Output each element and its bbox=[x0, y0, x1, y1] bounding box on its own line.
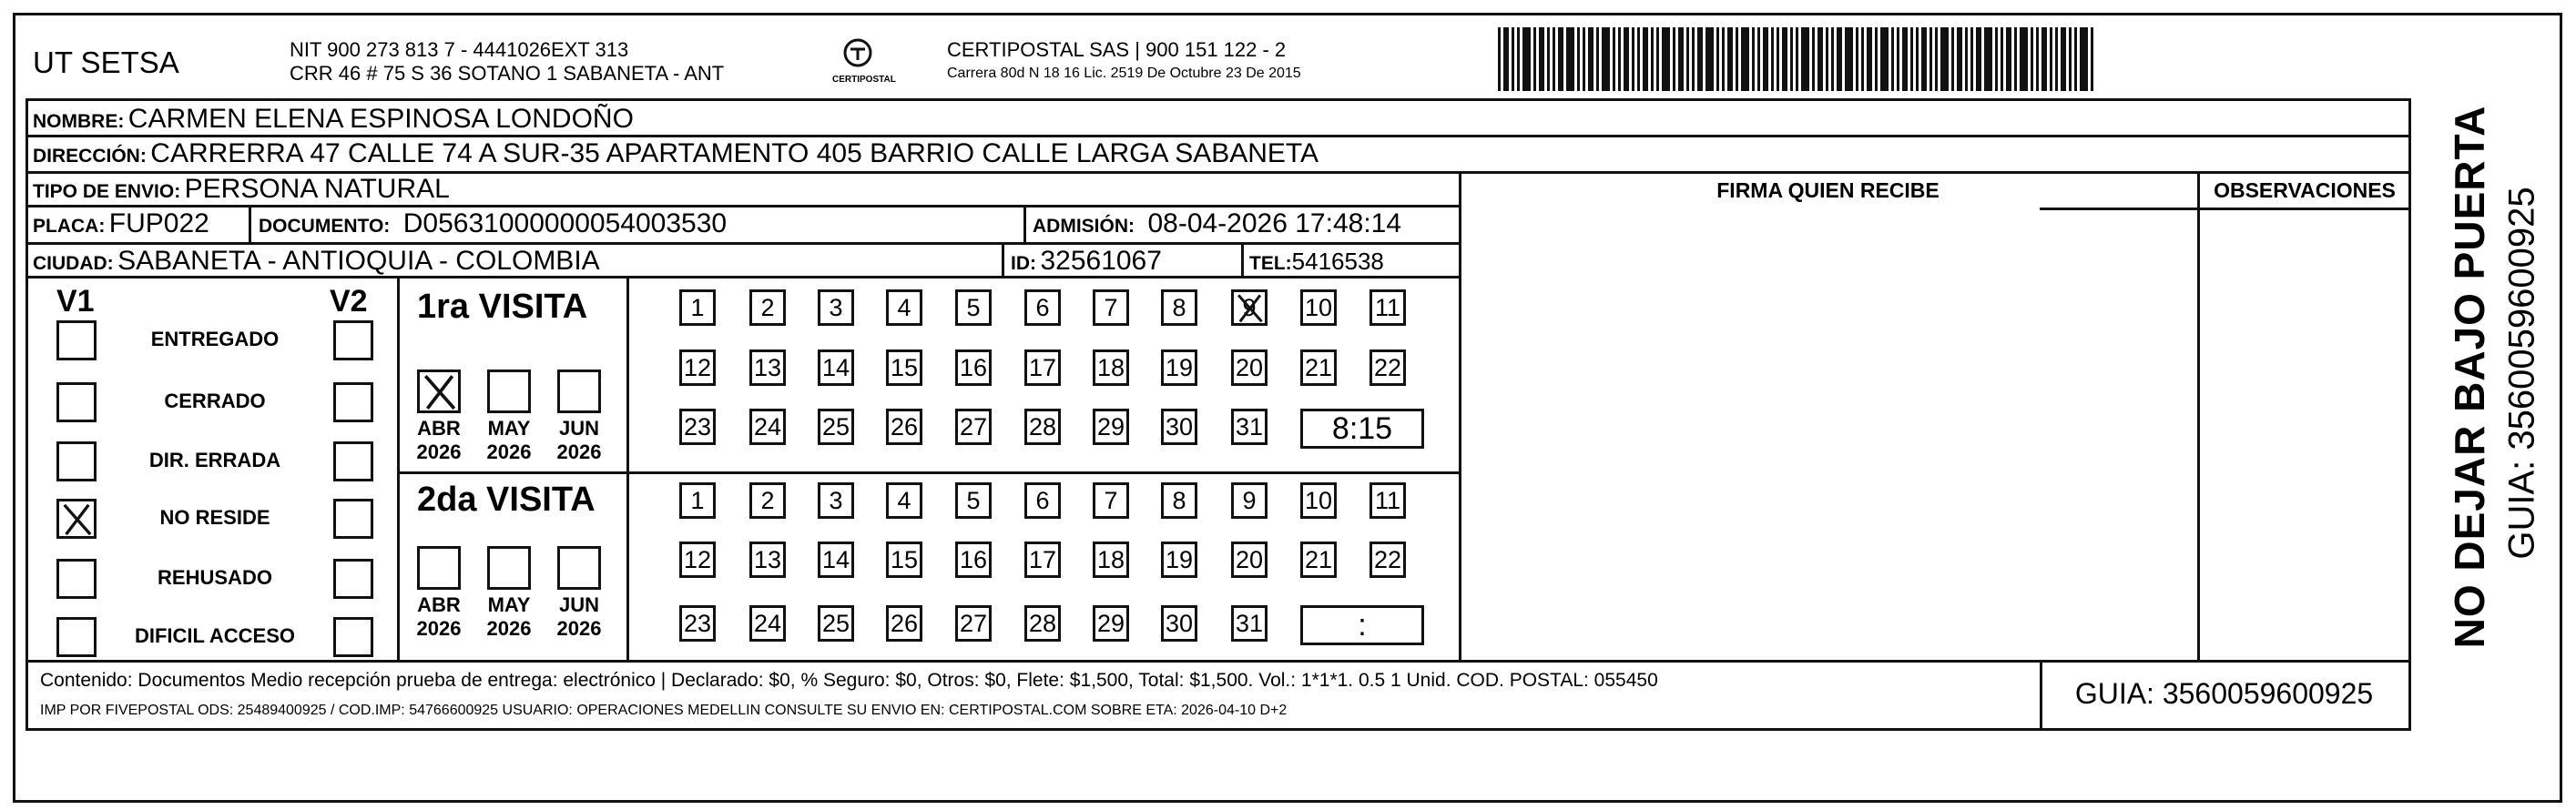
day-box[interactable]: 1 bbox=[679, 482, 716, 519]
tel-value: 5416538 bbox=[1291, 248, 1384, 275]
observaciones-header: OBSERVACIONES bbox=[2214, 178, 2396, 202]
barcode-bar bbox=[1965, 27, 1968, 91]
day-box[interactable]: 22 bbox=[1369, 542, 1406, 578]
v2-checkbox[interactable] bbox=[333, 441, 373, 481]
day-box[interactable]: 4 bbox=[886, 289, 922, 326]
barcode-bar bbox=[1517, 27, 1520, 91]
direccion-value: CARRERRA 47 CALLE 74 A SUR-35 APARTAMENTO 405 BARRIO CALLE LARGA SABANETA bbox=[150, 138, 1319, 168]
day-box[interactable]: 26 bbox=[886, 409, 922, 445]
day-box[interactable]: 13 bbox=[749, 542, 786, 578]
barcode-bar bbox=[1662, 27, 1670, 91]
barcode-bar bbox=[1910, 27, 1913, 91]
barcode-bar bbox=[2091, 27, 2093, 91]
rule bbox=[25, 98, 28, 731]
barcode-bar bbox=[1741, 27, 1749, 91]
time-box[interactable]: 8:15 bbox=[1300, 409, 1424, 449]
day-box[interactable]: 31 bbox=[1231, 409, 1268, 445]
day-box[interactable]: 6 bbox=[1024, 289, 1061, 326]
barcode-bar bbox=[1916, 27, 1919, 91]
v1-checkbox[interactable] bbox=[56, 617, 97, 657]
rule bbox=[25, 98, 2411, 101]
ciudad-value: SABANETA - ANTIOQUIA - COLOMBIA bbox=[117, 246, 600, 276]
day-box[interactable]: 20 bbox=[1231, 349, 1268, 386]
v1-checkbox[interactable] bbox=[56, 382, 97, 422]
day-box[interactable]: 18 bbox=[1093, 542, 1129, 578]
company-name: UT SETSA bbox=[33, 46, 179, 79]
day-box[interactable]: 23 bbox=[679, 409, 716, 445]
placa-label: PLACA: bbox=[33, 216, 106, 237]
barcode-bar bbox=[1651, 27, 1654, 91]
month-label: MAY bbox=[487, 593, 531, 616]
barcode-bar bbox=[1583, 27, 1585, 91]
barcode-bar bbox=[2006, 27, 2011, 91]
barcode-bar bbox=[1763, 27, 1768, 91]
day-box[interactable]: 20 bbox=[1231, 542, 1268, 578]
day-box[interactable]: 12 bbox=[679, 542, 716, 578]
status-label: REHUSADO bbox=[158, 566, 272, 589]
day-box[interactable]: 8 bbox=[1161, 289, 1197, 326]
ciudad-cell bbox=[33, 246, 600, 277]
day-box[interactable]: 17 bbox=[1024, 542, 1061, 578]
barcode-bar bbox=[1678, 27, 1684, 91]
side-guia: GUIA: 3560059600925 bbox=[2501, 187, 2542, 560]
barcode-bar bbox=[2031, 27, 2033, 91]
barcode-bar bbox=[1498, 27, 1501, 91]
day-box[interactable]: 10 bbox=[1300, 482, 1337, 519]
barcode-bar bbox=[1801, 27, 1809, 91]
ciudad-label: CIUDAD: bbox=[33, 253, 114, 274]
v2-checkbox[interactable] bbox=[333, 617, 373, 657]
tel-cell bbox=[1249, 248, 1384, 276]
month-label: ABR bbox=[417, 593, 461, 616]
footer-print-info: IMP POR FIVEPOSTAL ODS: 25489400925 / COD.IMP: 54766600925 USUARIO: OPERACIONES MEDELLIN CONSULTE SU ENVIO EN: CERTIPOSTAL.COM SOBRE ETA: 2026-04-10 D+2 bbox=[40, 703, 1288, 718]
status-label: DIFICIL ACCESO bbox=[134, 624, 295, 647]
barcode-bar bbox=[2020, 27, 2028, 91]
barcode-bar bbox=[1831, 27, 1834, 91]
barcode-bar bbox=[1632, 27, 1634, 91]
side-warning: NO DEJAR BAJO PUERTA bbox=[2446, 105, 2493, 649]
rule bbox=[626, 276, 629, 660]
barcode-bar bbox=[1727, 27, 1733, 91]
barcode-bar bbox=[1596, 27, 1599, 91]
barcode-bar bbox=[2055, 27, 2058, 91]
placa-value: FUP022 bbox=[108, 208, 209, 238]
day-box[interactable]: 10 bbox=[1300, 289, 1337, 326]
day-box[interactable]: 18 bbox=[1093, 349, 1129, 386]
second-visit-title: 2da VISITA bbox=[417, 481, 596, 519]
id-cell bbox=[1011, 246, 1162, 277]
documento-label: DOCUMENTO: bbox=[259, 216, 391, 237]
footer-contents: Contenido: Documentos Medio recepción prueba de entrega: electrónico | Declarado: $0, % Seguro: $0, Otros: $0, Flete: $1,500, Total: $1,500. Vol.: 1*1*1. 0.5 1 Unid. COD. POSTAL: 055450 bbox=[40, 670, 1658, 691]
company-address: CRR 46 # 75 S 36 SOTANO 1 SABANETA - ANT bbox=[290, 62, 725, 85]
barcode-bar bbox=[1826, 27, 1828, 91]
rule bbox=[1459, 171, 1461, 660]
v2-header: V2 bbox=[330, 284, 368, 319]
day-box[interactable]: 29 bbox=[1093, 605, 1129, 642]
day-box[interactable]: 9 bbox=[1231, 289, 1268, 326]
certipostal-name: CERTIPOSTAL SAS | 900 151 122 - 2 bbox=[947, 38, 1287, 61]
day-box[interactable]: 30 bbox=[1161, 409, 1197, 445]
month-checkbox[interactable] bbox=[417, 546, 461, 590]
day-box[interactable]: 27 bbox=[955, 409, 992, 445]
status-label: NO RESIDE bbox=[159, 506, 270, 529]
rule bbox=[2197, 171, 2200, 660]
day-box[interactable]: 2 bbox=[749, 482, 786, 519]
documento-cell bbox=[259, 208, 727, 239]
status-label: CERRADO bbox=[164, 390, 266, 412]
barcode-bar bbox=[1790, 27, 1793, 91]
day-box[interactable]: 28 bbox=[1024, 605, 1061, 642]
barcode-bar bbox=[1577, 27, 1580, 91]
id-value: 32561067 bbox=[1040, 246, 1162, 276]
direccion-row bbox=[33, 138, 1319, 169]
barcode-bar bbox=[1984, 27, 1992, 91]
rule bbox=[25, 135, 2411, 137]
v2-checkbox[interactable] bbox=[333, 382, 373, 422]
certipostal-license: Carrera 80d N 18 16 Lic. 2519 De Octubre 23 De 2015 bbox=[947, 66, 1301, 81]
barcode-bar bbox=[1777, 27, 1779, 91]
barcode-bar bbox=[1796, 27, 1798, 91]
barcode-bar bbox=[1673, 27, 1675, 91]
company-nit: NIT 900 273 813 7 - 4441026EXT 313 bbox=[290, 38, 629, 61]
barcode-bar bbox=[1503, 27, 1509, 91]
placa-cell bbox=[33, 208, 209, 239]
day-box[interactable]: 29 bbox=[1093, 409, 1129, 445]
day-box[interactable]: 7 bbox=[1093, 482, 1129, 519]
barcode-bar bbox=[1705, 27, 1714, 91]
barcode-bar bbox=[1957, 27, 1962, 91]
first-visit-title: 1ra VISITA bbox=[417, 288, 588, 326]
barcode-bar bbox=[2050, 27, 2052, 91]
day-box[interactable]: 22 bbox=[1369, 349, 1406, 386]
tipo-label: TIPO DE ENVIO: bbox=[33, 181, 181, 202]
day-box[interactable]: 25 bbox=[818, 409, 854, 445]
barcode-bar bbox=[1837, 27, 1842, 91]
v1-header: V1 bbox=[56, 284, 95, 319]
rule bbox=[2040, 208, 2411, 210]
day-box[interactable]: 23 bbox=[679, 605, 716, 642]
month-checkbox[interactable] bbox=[557, 546, 601, 590]
day-box[interactable]: 16 bbox=[955, 349, 992, 386]
month-label: ABR bbox=[417, 417, 461, 440]
barcode-bar bbox=[2080, 27, 2088, 91]
rule bbox=[1241, 242, 1244, 276]
barcode-bar bbox=[1624, 27, 1629, 91]
tipo-value: PERSONA NATURAL bbox=[184, 174, 450, 204]
barcode-bar bbox=[1722, 27, 1725, 91]
year-label: 2026 bbox=[416, 440, 462, 463]
day-box[interactable]: 16 bbox=[955, 542, 992, 578]
day-box[interactable]: 11 bbox=[1369, 289, 1406, 326]
direccion-label: DIRECCIÓN: bbox=[33, 146, 147, 167]
footer-guia: GUIA: 3560059600925 bbox=[2074, 677, 2374, 710]
v2-checkbox[interactable] bbox=[333, 499, 373, 539]
year-label: 2026 bbox=[416, 617, 462, 640]
year-label: 2026 bbox=[486, 440, 532, 463]
barcode-bar bbox=[1566, 27, 1574, 91]
barcode-bar bbox=[1812, 27, 1815, 91]
barcode-bar bbox=[2069, 27, 2072, 91]
rule bbox=[25, 660, 2411, 663]
day-box[interactable]: 6 bbox=[1024, 482, 1061, 519]
barcode-bar bbox=[1940, 27, 1949, 91]
barcode-bar bbox=[1752, 27, 1755, 91]
day-box[interactable]: 9 bbox=[1231, 482, 1268, 519]
barcode-bar bbox=[1512, 27, 1514, 91]
day-box[interactable]: 24 bbox=[749, 409, 786, 445]
rule bbox=[1023, 205, 1026, 242]
barcode-bar bbox=[1533, 27, 1536, 91]
day-box[interactable]: 13 bbox=[749, 349, 786, 386]
barcode-bar bbox=[2074, 27, 2077, 91]
barcode-bar bbox=[1716, 27, 1719, 91]
barcode-bar bbox=[1736, 27, 1738, 91]
barcode-bar bbox=[1782, 27, 1787, 91]
barcode-bar bbox=[1522, 27, 1531, 91]
rule bbox=[249, 205, 251, 242]
day-box[interactable]: 2 bbox=[749, 289, 786, 326]
barcode-bar bbox=[1891, 27, 1894, 91]
admision-label: ADMISIÓN: bbox=[1033, 216, 1135, 237]
day-box[interactable]: 28 bbox=[1024, 409, 1061, 445]
barcode-bar bbox=[2061, 27, 2066, 91]
day-box[interactable]: 17 bbox=[1024, 349, 1061, 386]
v1-checkbox[interactable] bbox=[56, 320, 97, 360]
barcode-bar bbox=[2014, 27, 2017, 91]
barcode-bar bbox=[1935, 27, 1938, 91]
tipo-row bbox=[33, 174, 450, 205]
id-label: ID: bbox=[1011, 253, 1036, 274]
logo-caption: CERTIPOSTAL bbox=[832, 75, 896, 85]
rule bbox=[1002, 242, 1004, 276]
year-label: 2026 bbox=[556, 440, 602, 463]
day-box[interactable]: 12 bbox=[679, 349, 716, 386]
day-box[interactable]: 5 bbox=[955, 289, 992, 326]
month-label: MAY bbox=[487, 417, 531, 440]
barcode-bar bbox=[2041, 27, 2047, 91]
barcode-bar bbox=[1643, 27, 1648, 91]
barcode-bar bbox=[1637, 27, 1640, 91]
rule bbox=[25, 728, 2411, 731]
month-label: JUN bbox=[558, 593, 599, 616]
rule bbox=[397, 471, 1459, 474]
v1-checkbox[interactable] bbox=[56, 559, 97, 599]
barcode-bar bbox=[1921, 27, 1927, 91]
barcode-bar bbox=[1861, 27, 1864, 91]
barcode-bar bbox=[1929, 27, 1932, 91]
barcode-bar bbox=[1602, 27, 1610, 91]
certipostal-logo-icon bbox=[840, 36, 876, 73]
status-label: ENTREGADO bbox=[150, 328, 280, 350]
month-checkbox[interactable] bbox=[557, 370, 601, 413]
barcode-bar bbox=[1692, 27, 1695, 91]
day-box[interactable]: 24 bbox=[749, 605, 786, 642]
barcode-bar bbox=[1553, 27, 1555, 91]
barcode bbox=[1498, 27, 2226, 91]
barcode-bar bbox=[1656, 27, 1659, 91]
day-box[interactable]: 21 bbox=[1300, 542, 1337, 578]
documento-value: D05631000000054003530 bbox=[402, 208, 728, 238]
v2-checkbox[interactable] bbox=[333, 320, 373, 360]
barcode-bar bbox=[1558, 27, 1563, 91]
barcode-bar bbox=[1995, 27, 1998, 91]
barcode-bar bbox=[1856, 27, 1858, 91]
status-label: DIR. ERRADA bbox=[148, 449, 281, 471]
day-box[interactable]: 27 bbox=[955, 605, 992, 642]
barcode-bar bbox=[1539, 27, 1544, 91]
day-box[interactable]: 25 bbox=[818, 605, 854, 642]
day-box[interactable]: 26 bbox=[886, 605, 922, 642]
barcode-bar bbox=[1817, 27, 1823, 91]
barcode-bar bbox=[1897, 27, 1899, 91]
day-box[interactable]: 5 bbox=[955, 482, 992, 519]
barcode-bar bbox=[1867, 27, 1872, 91]
v1-checkbox[interactable] bbox=[56, 499, 97, 539]
month-label: JUN bbox=[558, 417, 599, 440]
day-box[interactable]: 14 bbox=[818, 349, 854, 386]
day-box[interactable]: 7 bbox=[1093, 289, 1129, 326]
nombre-row bbox=[33, 104, 634, 135]
barcode-bar bbox=[1970, 27, 1973, 91]
nombre-value: CARMEN ELENA ESPINOSA LONDOÑO bbox=[127, 104, 634, 134]
v1-checkbox[interactable] bbox=[56, 441, 97, 481]
day-box[interactable]: 31 bbox=[1231, 605, 1268, 642]
day-box[interactable]: 3 bbox=[818, 482, 854, 519]
month-checkbox[interactable] bbox=[417, 370, 461, 413]
admision-cell bbox=[1033, 208, 1401, 239]
barcode-bar bbox=[1697, 27, 1703, 91]
day-box[interactable]: 19 bbox=[1161, 542, 1197, 578]
day-box[interactable]: 30 bbox=[1161, 605, 1197, 642]
v2-checkbox[interactable] bbox=[333, 559, 373, 599]
firma-header: FIRMA QUIEN RECIBE bbox=[1716, 178, 1940, 202]
barcode-bar bbox=[1547, 27, 1550, 91]
time-box[interactable]: : bbox=[1300, 605, 1424, 645]
rule bbox=[25, 205, 1459, 208]
barcode-bar bbox=[1757, 27, 1760, 91]
barcode-bar bbox=[1880, 27, 1889, 91]
barcode-bar bbox=[1613, 27, 1615, 91]
nombre-label: NOMBRE: bbox=[33, 111, 125, 132]
rule bbox=[397, 276, 400, 660]
day-box[interactable]: 11 bbox=[1369, 482, 1406, 519]
barcode-bar bbox=[1902, 27, 1908, 91]
barcode-bar bbox=[2001, 27, 2003, 91]
year-label: 2026 bbox=[486, 617, 532, 640]
day-box[interactable]: 14 bbox=[818, 542, 854, 578]
year-label: 2026 bbox=[556, 617, 602, 640]
month-checkbox[interactable] bbox=[487, 370, 531, 413]
barcode-bar bbox=[1771, 27, 1774, 91]
barcode-bar bbox=[1845, 27, 1853, 91]
month-checkbox[interactable] bbox=[487, 546, 531, 590]
barcode-bar bbox=[1951, 27, 1954, 91]
barcode-bar bbox=[1686, 27, 1689, 91]
barcode-bar bbox=[2036, 27, 2039, 91]
day-box[interactable]: 4 bbox=[886, 482, 922, 519]
barcode-bar bbox=[1588, 27, 1593, 91]
admision-value: 08-04-2026 17:48:14 bbox=[1147, 208, 1402, 238]
barcode-bar bbox=[1976, 27, 1981, 91]
barcode-bar bbox=[1875, 27, 1878, 91]
day-box[interactable]: 15 bbox=[886, 542, 922, 578]
day-box[interactable]: 8 bbox=[1161, 482, 1197, 519]
day-box[interactable]: 3 bbox=[818, 289, 854, 326]
day-box[interactable]: 21 bbox=[1300, 349, 1337, 386]
day-box[interactable]: 1 bbox=[679, 289, 716, 326]
day-box[interactable]: 15 bbox=[886, 349, 922, 386]
day-box[interactable]: 19 bbox=[1161, 349, 1197, 386]
barcode-bar bbox=[1618, 27, 1621, 91]
tel-label: TEL: bbox=[1249, 253, 1292, 274]
